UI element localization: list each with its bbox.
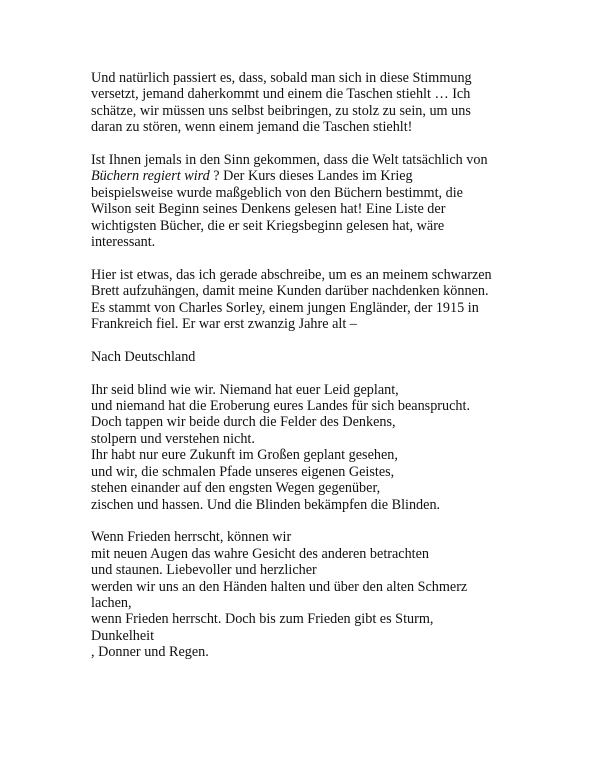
- text-line-mixed: [91, 168, 551, 184]
- text-line: schätze, wir müssen uns selbst beibringen, zu stolz zu sein, um uns: [91, 102, 471, 119]
- poem-line: stolpern und verstehen nicht.: [91, 430, 255, 447]
- text-line: wichtigsten Bücher, die er seit Kriegsbeginn gelesen hat, wäre: [91, 217, 445, 234]
- text-line: Und natürlich passiert es, dass, sobald man sich in diese Stimmung: [91, 70, 472, 86]
- document-body: [91, 70, 551, 677]
- text-line: interessant.: [91, 234, 156, 251]
- poem-line: und niemand hat die Eroberung eures Landes für sich beansprucht.: [91, 398, 470, 415]
- paragraph-1: [91, 70, 551, 136]
- text-line: daran zu stören, wenn einem jemand die Taschen stiehlt!: [91, 119, 413, 136]
- text-line: Brett aufzuhängen, damit meine Kunden darüber nachdenken können.: [91, 283, 489, 300]
- poem-line: mit neuen Augen das wahre Gesicht des anderen betrachten: [91, 545, 430, 562]
- poem-line: , Donner und Regen.: [91, 644, 209, 661]
- text-line: versetzt, jemand daherkommt und einem die Taschen stiehlt … Ich: [91, 86, 471, 103]
- poem-title-text: Nach Deutschland: [91, 348, 196, 365]
- poem-line: Doch tappen wir beide durch die Felder des Denkens,: [91, 414, 396, 431]
- poem-stanza-2: [91, 529, 551, 660]
- poem-line: Ihr habt nur eure Zukunft im Großen geplant gesehen,: [91, 447, 398, 464]
- poem-title: [91, 349, 551, 365]
- poem-stanza-1: [91, 382, 551, 513]
- poem-line: Wenn Frieden herrscht, können wir: [91, 529, 292, 546]
- poem-line: und staunen. Liebevoller und herzlicher: [91, 562, 317, 579]
- text-line: Wilson seit Beginn seines Denkens gelesen hat! Eine Liste der: [91, 201, 446, 218]
- italic-phrase: Büchern regiert wird: [91, 168, 210, 185]
- text-line: beispielsweise wurde maßgeblich von den Büchern bestimmt, die: [91, 184, 463, 201]
- poem-line: werden wir uns an den Händen halten und über den alten Schmerz: [91, 578, 468, 595]
- poem-line: Ihr seid blind wie wir. Niemand hat euer Leid geplant,: [91, 381, 399, 398]
- paragraph-2: [91, 152, 551, 250]
- poem-line: stehen einander auf den engsten Wegen gegenüber,: [91, 480, 381, 497]
- text-line: Frankreich fiel. Er war erst zwanzig Jahre alt –: [91, 316, 357, 333]
- poem-line: lachen,: [91, 594, 132, 611]
- poem-line: zischen und hassen. Und die Blinden bekämpfen die Blinden.: [91, 496, 441, 513]
- paragraph-3: [91, 267, 551, 333]
- text-line: Hier ist etwas, das ich gerade abschreibe, um es an meinem schwarzen: [91, 266, 492, 283]
- poem-line: Dunkelheit: [91, 627, 155, 644]
- text-line: Es stammt von Charles Sorley, einem jungen Engländer, der 1915 in: [91, 299, 479, 316]
- poem-line: und wir, die schmalen Pfade unseres eigenen Geistes,: [91, 463, 395, 480]
- text-fragment: ? Der Kurs dieses Landes im Krieg: [209, 168, 413, 185]
- poem-line: wenn Frieden herrscht. Doch bis zum Frieden gibt es Sturm,: [91, 611, 434, 628]
- text-line: Ist Ihnen jemals in den Sinn gekommen, dass die Welt tatsächlich von: [91, 152, 488, 169]
